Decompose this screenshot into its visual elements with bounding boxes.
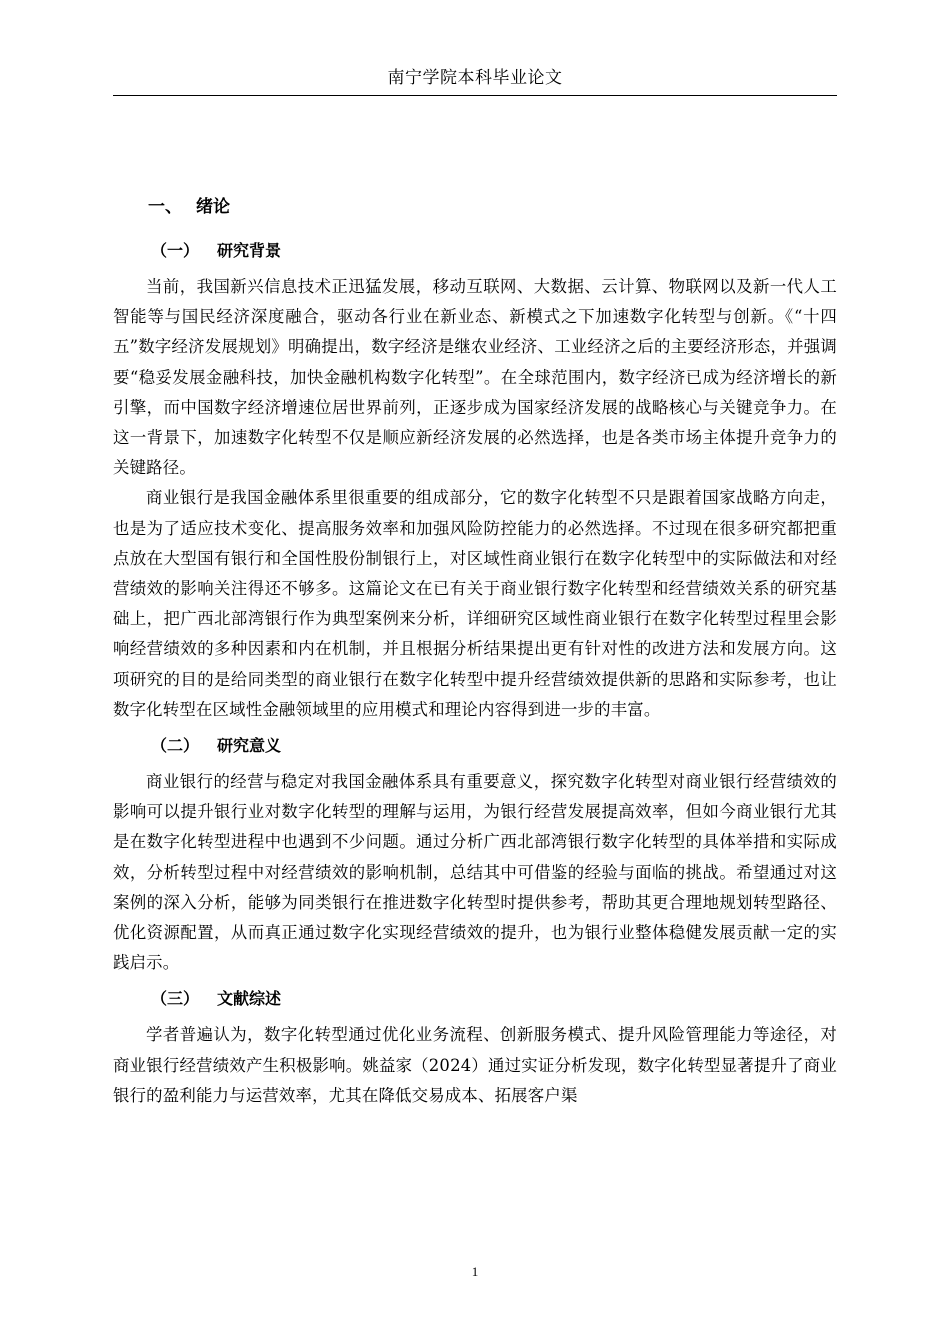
paragraph-background-1: 当前，我国新兴信息技术正迅猛发展，移动互联网、大数据、云计算、物联网以及新一代人工智能等与国民经济深度融合，驱动各行业在新业态、新模式之下加速数字化转型与创新。《“十四五”数字经济发展规划》明确提出，数字经济是继农业经济、工业经济之后的主要经济形态，并强调要“稳妥发展金融科技，加快金融机构数字化转型”。在全球范围内，数字经济已成为经济增长的新引擎，而中国数字经济增速位居世界前列，正逐步成为国家经济发展的战略核心与关键竞争力。在这一背景下，加速数字化转型不仅是顺应新经济发展的必然选择，也是各类市场主体提升竞争力的关键路径。 bbox=[113, 277, 837, 478]
section-title: 文献综述 bbox=[217, 989, 282, 1009]
section-heading-literature bbox=[113, 982, 837, 1016]
chapter-number: 一、 bbox=[148, 197, 182, 217]
page-header: 南宁学院本科毕业论文 bbox=[113, 62, 837, 96]
document-body bbox=[113, 190, 837, 1111]
section-title: 研究意义 bbox=[217, 736, 282, 756]
page-number: 1 bbox=[471, 1264, 479, 1279]
section-title: 研究背景 bbox=[217, 241, 282, 260]
paragraph-significance-1: 商业银行的经营与稳定对我国金融体系具有重要意义，探究数字化转型对商业银行经营绩效的影响可以提升银行业对数字化转型的理解与运用，为银行经营发展提高效率，但如今商业银行尤其是在数字化转型进程中也遇到不少问题。通过分析广西北部湾银行数字化转型的具体举措和实际成效，分析转型过程中对经营绩效的影响机制，总结其中可借鉴的经验与面临的挑战。希望通过对这案例的深入分析，能够为同类银行在推进数字化转型时提供参考，帮助其更合理地规划转型路径、优化资源配置，从而真正通过数字化实现经营绩效的提升，也为银行业整体稳健发展贡献一定的实践启示。 bbox=[113, 772, 837, 973]
paragraph-background-2: 商业银行是我国金融体系里很重要的组成部分，它的数字化转型不只是跟着国家战略方向走，也是为了适应技术变化、提高服务效率和加强风险防控能力的必然选择。不过现在很多研究都把重点放在大型国有银行和全国性股份制银行上，对区域性商业银行在数字化转型中的实际做法和对经营绩效的影响关注得还不够多。这篇论文在已有关于商业银行数字化转型和经营绩效关系的研究基础上，把广西北部湾银行作为典型案例来分析，详细研究区域性商业银行在数字化转型过程里会影响经营绩效的多种因素和内在机制，并且根据分析结果提出更有针对性的改进方法和发展方向。这项研究的目的是给同类型的商业银行在数字化转型中提升经营绩效提供新的思路和实际参考，也让数字化转型在区域性金融领域里的应用模式和理论内容得到进一步的丰富。 bbox=[113, 488, 837, 719]
section-number: （一） bbox=[151, 241, 200, 260]
section-heading-significance bbox=[113, 729, 837, 763]
chapter-heading bbox=[113, 190, 837, 224]
section-number: （二） bbox=[151, 736, 200, 756]
paragraph-literature-1: 学者普遍认为，数字化转型通过优化业务流程、创新服务模式、提升风险管理能力等途径，对商业银行经营绩效产生积极影响。姚益家（2024）通过实证分析发现，数字化转型显著提升了商业银行的盈利能力与运营效率，尤其在降低交易成本、拓展客户渠 bbox=[113, 1025, 837, 1105]
section-number: （三） bbox=[151, 989, 200, 1009]
section-heading-background bbox=[113, 234, 837, 268]
chapter-title: 绪论 bbox=[196, 197, 230, 217]
